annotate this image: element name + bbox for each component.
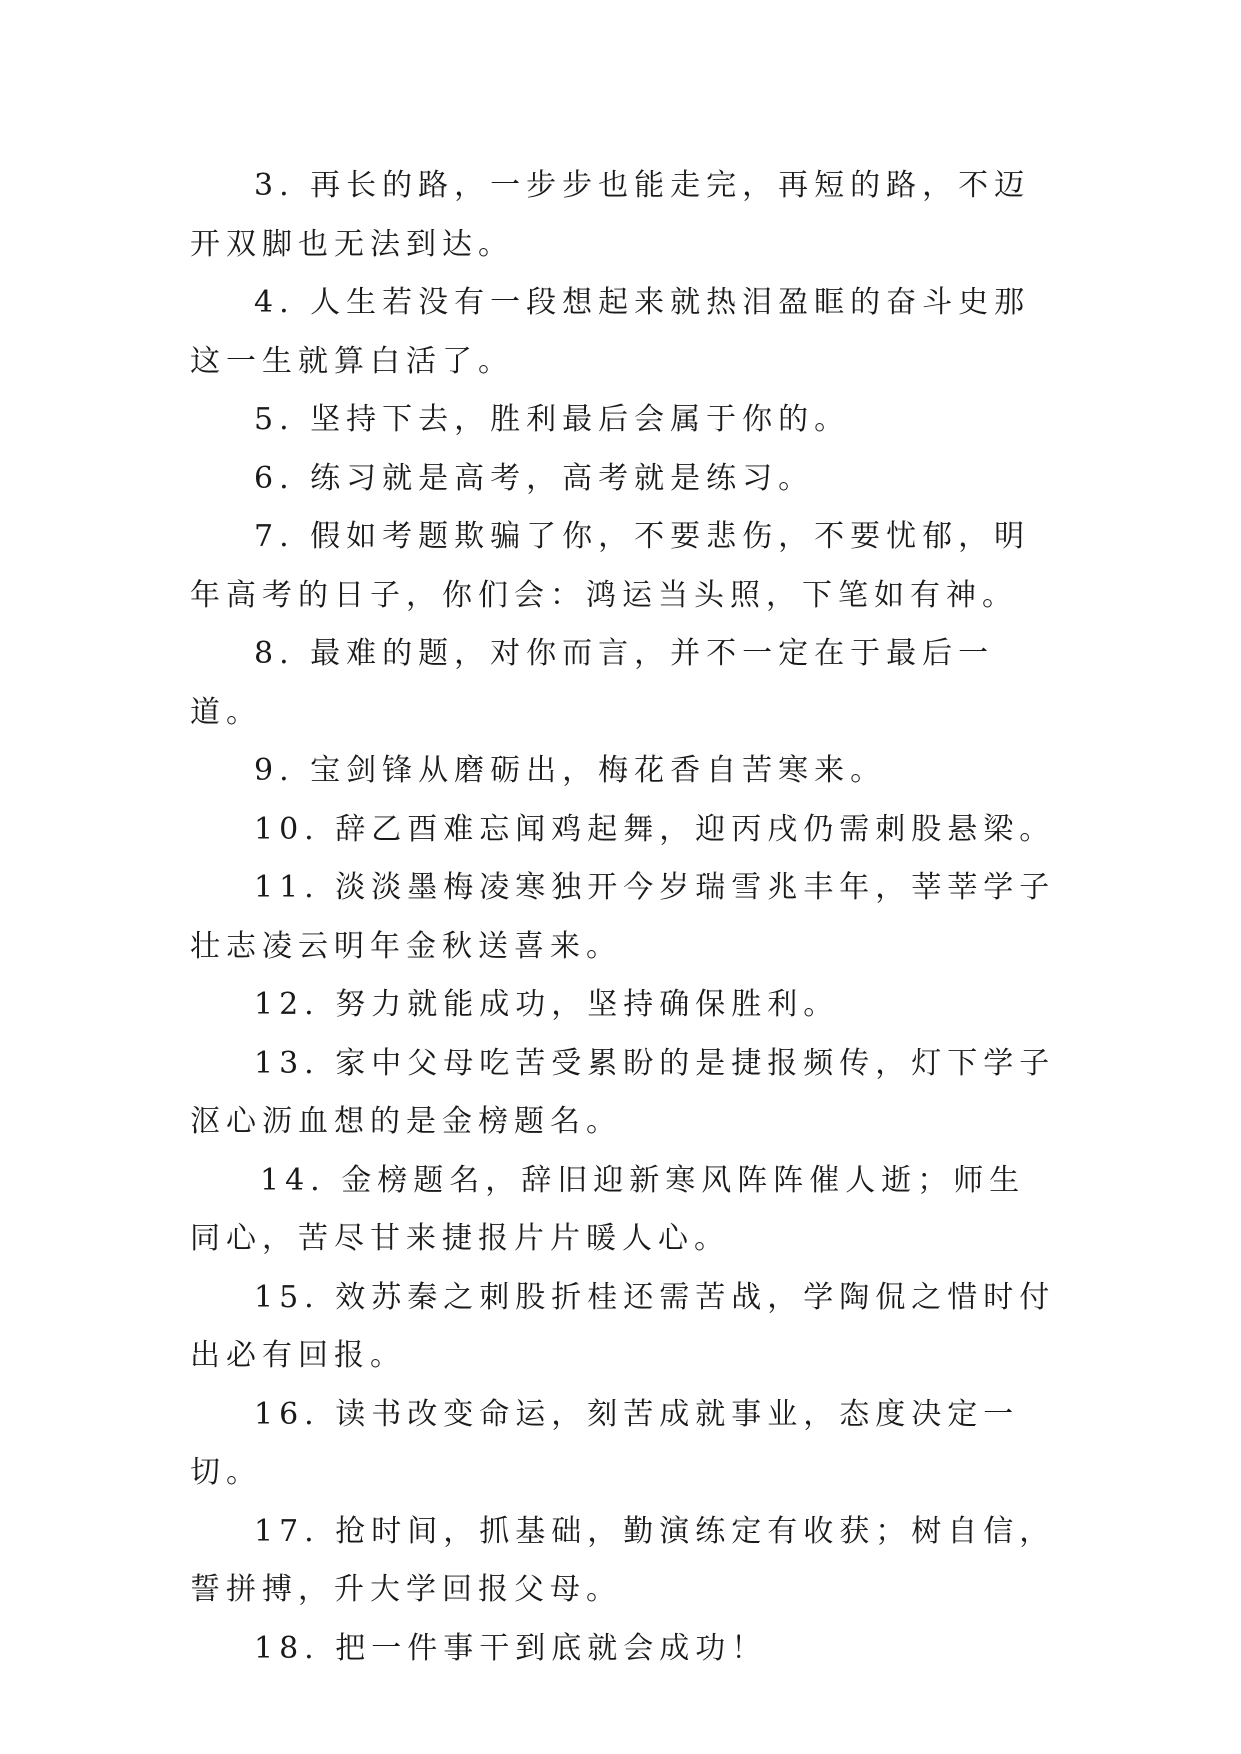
item-text: 把一件事干到底就会成功！: [335, 1630, 768, 1666]
item-text: 练习就是高考，高考就是练习。: [310, 460, 815, 496]
item-number: 12.: [254, 987, 320, 1022]
item-text: 最难的题，对你而言，并不一定在于最后一道。: [190, 636, 995, 730]
item-text: 效苏秦之刺股折桂还需苦战，学陶侃之惜时付出必有回报。: [190, 1279, 1056, 1373]
item-number: 14.: [260, 1162, 326, 1198]
list-item: [190, 157, 1060, 274]
list-item: [190, 742, 1060, 801]
item-number: 9.: [254, 753, 295, 788]
list-item: [190, 1269, 1060, 1386]
list-item: [190, 859, 1060, 976]
item-number: 15.: [254, 1279, 320, 1315]
item-number: 7.: [254, 519, 295, 554]
item-text: 抢时间，抓基础，勤演练定有收获；树自信，誓拼搏，升大学回报父母。: [190, 1513, 1056, 1607]
item-text: 家中父母吃苦受累盼的是捷报频传，灯下学子沤心沥血想的是金榜题名。: [190, 1045, 1056, 1139]
list-item: [190, 1503, 1060, 1620]
list-item: [190, 1620, 1060, 1679]
list-item: [190, 391, 1060, 450]
item-text: 再长的路，一步步也能走完，再短的路，不迈开双脚也无法到达。: [190, 168, 1031, 262]
motto-list: [190, 157, 1060, 1678]
list-item: [190, 976, 1060, 1035]
item-number: 5.: [254, 402, 295, 437]
item-text: 坚持下去，胜利最后会属于你的。: [310, 402, 851, 437]
item-number: 13.: [254, 1045, 320, 1081]
list-item: [190, 1152, 1060, 1269]
item-text: 努力就能成功，坚持确保胜利。: [335, 987, 840, 1022]
item-number: 6.: [254, 460, 295, 496]
item-text: 淡淡墨梅凌寒独开今岁瑞雪兆丰年，莘莘学子壮志凌云明年金秋送喜来。: [190, 870, 1056, 964]
list-item: [190, 1386, 1060, 1503]
item-number: 3.: [254, 168, 295, 203]
item-text: 人生若没有一段想起来就热泪盈眶的奋斗史那这一生就算白活了。: [190, 285, 1031, 379]
item-number: 4.: [254, 285, 295, 320]
item-number: 11.: [254, 870, 320, 905]
list-item: [190, 801, 1060, 860]
item-text: 假如考题欺骗了你，不要悲伤，不要忧郁，明年高考的日子，你们会：鸿运当头照，下笔如有神。: [190, 519, 1031, 613]
list-item: [190, 1035, 1060, 1152]
item-number: 17.: [254, 1513, 320, 1549]
list-item: [190, 508, 1060, 625]
item-number: 8.: [254, 636, 295, 671]
list-item: [190, 274, 1060, 391]
item-number: 18.: [254, 1630, 320, 1666]
list-item: [190, 450, 1060, 509]
item-text: 辞乙酉难忘闻鸡起舞，迎丙戌仍需刺股悬梁。: [335, 811, 1056, 847]
item-number: 10.: [254, 811, 320, 847]
list-item: [190, 625, 1060, 742]
item-text: 宝剑锋从磨砺出，梅花香自苦寒来。: [310, 753, 887, 788]
item-text: 金榜题名，辞旧迎新寒风阵阵催人逝；师生同心，苦尽甘来捷报片片暖人心。: [190, 1162, 1026, 1256]
item-number: 16.: [254, 1396, 320, 1432]
item-text: 读书改变命运，刻苦成就事业，态度决定一切。: [190, 1396, 1020, 1490]
